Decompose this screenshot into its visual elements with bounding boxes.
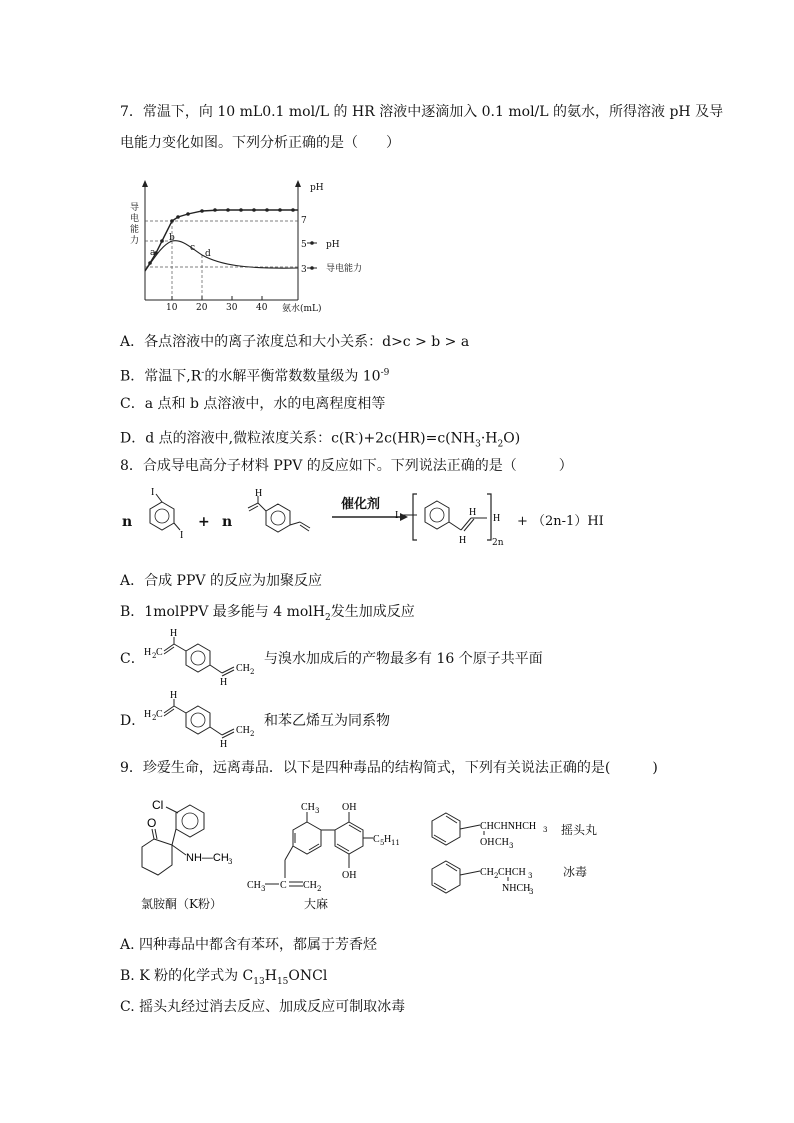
svg-text:2: 2	[250, 730, 255, 738]
meth-label: 冰毒	[563, 865, 588, 879]
svg-text:NHCH: NHCH	[502, 883, 531, 894]
svg-text:C: C	[373, 834, 380, 845]
svg-text:C: C	[156, 647, 163, 658]
q7-x-unit: 氨水(mL)	[282, 304, 322, 314]
q7-point-a: a	[150, 248, 156, 258]
svg-text:H: H	[220, 677, 228, 688]
q7-xtick-10: 10	[166, 303, 178, 313]
ketamine-label: 氯胺酮（K粉）	[141, 897, 222, 911]
divinylbenzene-structure	[234, 488, 324, 550]
mdma-structure	[428, 805, 568, 855]
q7-point-c: c	[190, 243, 196, 253]
svg-text:H: H	[144, 709, 152, 720]
q9-option-c: C. 摇头丸经过消去反应、加成反应可制取冰毒	[120, 999, 406, 1015]
svg-text:2: 2	[317, 885, 322, 893]
svg-text:5: 5	[380, 839, 385, 847]
q8-option-c-text: 与溴水加成后的产物最多有 16 个原子共平面	[264, 651, 543, 667]
q7-tick-3: 3	[301, 265, 307, 275]
svg-text:CH: CH	[303, 880, 317, 891]
svg-text:11: 11	[391, 839, 400, 847]
q7-left-axis-label: 导电能力	[130, 203, 140, 246]
svg-text:CH: CH	[236, 725, 250, 736]
q7-option-b: B．常温下,R-的水解平衡常数数量级为 $10^{-9}$	[120, 368, 390, 385]
q8-option-d-label: D．	[120, 713, 146, 729]
svg-text:I: I	[395, 510, 399, 521]
q7-option-a: A．各点溶液中的离子浓度总和大小关系：d>c > b > a	[120, 334, 470, 350]
svg-text:C: C	[156, 709, 163, 720]
svg-text:CH: CH	[301, 802, 315, 813]
svg-text:CHCHNHCH: CHCHNHCH	[480, 821, 537, 832]
svg-text:OH: OH	[342, 802, 357, 813]
q8-option-d-structure	[140, 689, 266, 749]
svg-text:C: C	[280, 880, 287, 891]
q9-option-b: B. K 粉的化学式为 $C_{13}H_{15}ONCl$	[120, 968, 328, 987]
svg-text:Cl: Cl	[152, 798, 164, 812]
svg-text:OH: OH	[342, 870, 357, 881]
meth-structure	[428, 853, 568, 903]
svg-text:O: O	[147, 816, 157, 830]
svg-text:2: 2	[152, 714, 157, 722]
svg-text:CHCH: CHCH	[498, 867, 526, 878]
svg-text:CH: CH	[480, 867, 494, 878]
svg-text:2: 2	[250, 668, 255, 676]
q8-rhs: + （2n-1）HI	[517, 514, 604, 529]
svg-text:H: H	[170, 690, 178, 701]
svg-text:H: H	[459, 535, 467, 546]
q7-stem-line2: 电能力变化如图。下列分析正确的是（ ）	[120, 135, 400, 151]
q7-xtick-40: 40	[256, 303, 268, 313]
diiodobenzene-structure	[140, 488, 190, 550]
q9-option-a: A. 四种毒品中都含有苯环，都属于芳香烃	[120, 937, 378, 953]
svg-text:3: 3	[529, 888, 534, 896]
q7-right-axis-label: pH	[310, 183, 324, 193]
q8-plus: +	[198, 514, 210, 530]
svg-text:H: H	[255, 488, 263, 499]
svg-text:3: 3	[509, 842, 514, 850]
svg-text:3: 3	[261, 885, 266, 893]
svg-text:CH: CH	[236, 663, 250, 674]
q8-option-b: B．1molPPV 最多能与 4 molH$_2$发生加成反应	[120, 604, 415, 623]
svg-text:2: 2	[494, 872, 499, 880]
svg-text:H: H	[220, 739, 228, 750]
q8-option-a: A．合成 PPV 的反应为加聚反应	[120, 573, 322, 589]
q7-legend-cond: 导电能力	[326, 264, 363, 274]
q7-tick-7: 7	[301, 216, 307, 226]
cannabis-label: 大麻	[304, 897, 329, 911]
svg-text:I: I	[151, 487, 155, 498]
q7-xtick-30: 30	[226, 303, 238, 313]
q7-point-b: b	[169, 233, 175, 243]
ketamine-structure	[130, 795, 240, 895]
q7-point-d: d	[205, 249, 211, 259]
svg-text:3: 3	[543, 826, 548, 834]
svg-text:H: H	[493, 513, 501, 524]
svg-text:I: I	[180, 530, 184, 541]
cannabis-structure	[245, 798, 425, 898]
q9-stem: 9．珍爱生命，远离毒品．以下是四种毒品的结构简式，下列有关说法正确的是( )	[120, 760, 658, 776]
mdma-label: 摇头丸	[561, 823, 598, 837]
svg-text:3: 3	[315, 807, 320, 815]
svg-text:2: 2	[152, 652, 157, 660]
q8-option-d-text: 和苯乙烯互为同系物	[264, 713, 390, 729]
svg-text:CH: CH	[247, 880, 261, 891]
q8-option-c-structure	[140, 627, 266, 687]
q7-tick-5: 5	[301, 240, 307, 250]
q8-stem: 8．合成导电高分子材料 PPV 的反应如下。下列说法正确的是（ ）	[120, 458, 573, 474]
svg-text:H: H	[469, 507, 477, 518]
catalyst-label: 催化剂	[341, 497, 381, 512]
svg-text:3: 3	[228, 858, 233, 866]
q7-xtick-20: 20	[196, 303, 208, 313]
q8-n2: n	[222, 514, 233, 530]
subscript-2n: 2n	[492, 538, 504, 548]
q7-option-c: C．a 点和 b 点溶液中，水的电离程度相等	[120, 396, 386, 412]
svg-text:H: H	[384, 834, 392, 845]
svg-text:H: H	[144, 647, 152, 658]
q7-legend-ph: pH	[326, 240, 340, 250]
q7-graph	[120, 175, 363, 325]
q7-stem-line1: 7．常温下，向 10 mL0.1 mol/L 的 HR 溶液中逐滴加入 0.1 mol/L 的氨水，所得溶液 pH 及导	[120, 104, 724, 120]
svg-text:H: H	[170, 628, 178, 639]
svg-text:NH—CH: NH—CH	[186, 852, 229, 864]
svg-text:CH: CH	[495, 837, 509, 848]
q7-option-d: D．d 点的溶液中,微粒浓度关系：$c(R^-)+2c(HR)=c(NH_3\cdot H_2O)$	[120, 430, 521, 450]
svg-text:3: 3	[528, 872, 533, 880]
svg-text:OH: OH	[480, 837, 495, 848]
q8-option-c-label: C．	[120, 651, 145, 667]
q8-n1: n	[122, 514, 133, 530]
